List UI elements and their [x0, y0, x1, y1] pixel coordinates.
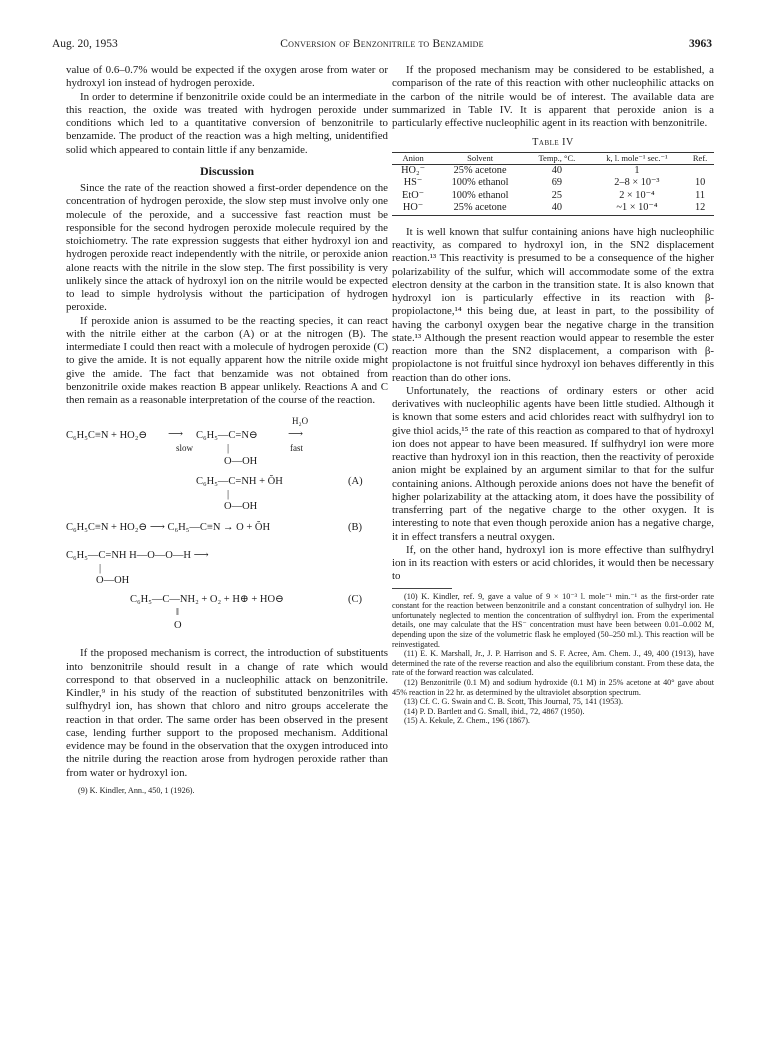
- scheme-a-ooh: O—OH: [224, 456, 258, 468]
- table-cell: HS⁻: [403, 177, 423, 189]
- footnote: (10) K. Kindler, ref. 9, gave a value of 9 × 10⁻³ l. mole⁻¹ min.⁻¹ as the first-order rate constant for the reaction between benzonitrile and a constant concentration of sulhydryl ion. He unfortunately neglected to mention the concentration of sulfhydryl ion. From the experimental details, one may calculate that the HS⁻ concentration must have been between 0.01–0.002 M, depending upon the size of the volumetric flask he employed (50–250 ml.). This reaction will be reinvestigated.: [392, 591, 714, 649]
- scheme-a-fast: fast: [290, 443, 303, 454]
- footnote: (14) P. D. Bartlett and G. Small, ibid., 72, 4867 (1950).: [404, 706, 585, 716]
- table-row: [392, 177, 714, 190]
- table-header: Temp., °C.: [526, 152, 588, 164]
- paragraph: If peroxide anion is assumed to be the reacting species, it can react with the nitrile either at the carbon (A) or at the nitrogen (B). The intermediate I could then react with a molecule of hydrogen peroxide (C) to give the amide. It is not equally apparent how the nitrile oxide might give the amide. The fact that benzamide was not obtained from benzonitrile oxide makes reaction B appear unlikely. Reactions A and C then remain as a reasonable interpretation of the course of the reaction.: [66, 314, 388, 406]
- table-cell: 2–8 × 10⁻³: [614, 177, 660, 189]
- table-cell: ~1 × 10⁻⁴: [588, 202, 687, 215]
- section-heading: Discussion: [199, 163, 255, 178]
- scheme-arrow: ⟶: [168, 429, 184, 441]
- table-cell: 2 × 10⁻⁴: [619, 189, 655, 201]
- scheme-a-intermediate: C₆H₅—C=N⊖: [196, 430, 258, 442]
- footnotes-right: [392, 592, 714, 726]
- table-header: Ref.: [686, 152, 714, 164]
- scheme-a-h2o: H₂O: [292, 416, 309, 427]
- scheme-tag-c: (C): [348, 594, 362, 606]
- table-cell: 25% acetone: [453, 164, 507, 176]
- table-cell: 40: [551, 164, 562, 176]
- left-column: [66, 64, 388, 795]
- scheme-c-top: C₆H₅—C=NH H—O—O—H ⟶: [66, 550, 209, 562]
- scheme-c-product: C₆H₅—C—NH₂ + O₂ + H⊕ + HO⊖: [130, 594, 284, 606]
- paragraph: value of 0.6–0.7% would be expected if the oxygen arose from water or hydroxyl ion instead of hydrogen peroxide.: [66, 64, 388, 90]
- table-cell: 100% ethanol: [451, 177, 509, 189]
- table-cell: 25% acetone: [434, 202, 526, 215]
- paragraph: Since the rate of the reaction showed a first-order dependence on the concentration of hydrogen peroxide, the slow step must involve only one molecule of the peroxide, and a successive fast reaction must be responsible for the second hydrogen peroxide molecule required by the stoichiometry. The rate expression suggests that either hydroxyl ion and hydrogen peroxide react independently with the nitrile, or peroxide anion alone reacts with the nitrile in the slow step. The first possibility is very unlikely since the attack of hydroxyl ion on the nitrile would be expected to lead to simple hydrolysis without the participation of hydrogen peroxide.: [66, 182, 388, 314]
- footnotes-left: [66, 786, 388, 796]
- paragraph: If the proposed mechanism may be considered to be established, a comparison of the rate of this reaction with other nucleophilic attacks on the carbon of the nitrile would be of interest. The available data are summarized in Table IV. It is apparent that peroxide anion is a particularly effective nucleophilic agent in its reaction with benzonitrile.: [392, 64, 714, 129]
- table-cell: 100% ethanol: [451, 189, 509, 201]
- paragraph: In order to determine if benzonitrile oxide could be an intermediate in this reaction, the oxide was treated with hydrogen peroxide under conditions which led to a quantitative conversion of benzonitrile to benzamide. The product of the reaction was a high melting, unidentified solid which appeared to contain little if any benzamide.: [66, 90, 388, 156]
- footnote-rule: [392, 588, 452, 589]
- scheme-a-ooh2: O—OH: [224, 501, 258, 513]
- header-date: Aug. 20, 1953: [52, 38, 118, 50]
- table-cell: 12: [686, 202, 714, 215]
- scheme-bond: ‖: [176, 607, 179, 619]
- scheme-bond: |: [227, 443, 230, 455]
- footnote: (13) Cf. C. G. Swain and C. B. Scott, This Journal, 75, 141 (1953).: [404, 697, 624, 707]
- scheme-a-slow: slow: [176, 443, 194, 454]
- reaction-scheme: [66, 413, 388, 641]
- table-header: k, l. mole⁻¹ sec.⁻¹: [588, 152, 687, 164]
- right-column: [392, 64, 714, 726]
- table-row: [392, 190, 714, 203]
- paragraph: If, on the other hand, hydroxyl ion is more effective than sulfhydryl ion in its reaction with esters or acid chlorides, it would then be necessary to: [392, 543, 714, 583]
- table-cell: 40: [526, 202, 588, 215]
- scheme-a-reactants: C₆H₅C≡N + HO₂⊖: [66, 430, 148, 442]
- header-title: Conversion of Benzonitrile to Benzamide: [280, 38, 484, 50]
- scheme-arrow: ⟶: [288, 429, 304, 441]
- page-number: 3963: [689, 38, 712, 50]
- scheme-tag-a: (A): [348, 476, 363, 488]
- table-header-row: [392, 152, 714, 164]
- table-row: [392, 202, 714, 215]
- table-cell: 11: [695, 189, 706, 201]
- table-cell: 10: [694, 177, 706, 189]
- scheme-c-ooh: O—OH: [96, 575, 130, 587]
- scheme-bond: |: [99, 563, 102, 575]
- table-iv: [392, 152, 714, 216]
- footnote: (12) Benzonitrile (0.1 M) and sodium hydroxide (0.1 M) in 25% acetone at 40° gave about 45% reaction in 22 hr. as determined by the ultraviolet absorption spectrum.: [392, 677, 714, 697]
- paragraph: If the proposed mechanism is correct, the introduction of substituents into benzonitrile should result in a change of rate which would correspond to that observed in a nucleophilic attack on benzonitrile. Kindler,⁹ in his study of the reaction of substituted benzonitriles with sulfhydryl ion, has shown that chloro and nitro groups accelerate the reaction in that order. The same order has been observed in the present case, lending further support to the proposed mechanism. Additional evidence may be found in the observation that the oxygen introduced into the nitrile during the reaction arose from hydrogen peroxide rather than from water or hydroxyl ion.: [66, 647, 388, 779]
- scheme-a-product: C₆H₅—C=NH + ŎH: [196, 476, 283, 488]
- paragraph: It is well known that sulfur containing anions have high nucleophilic reactivity, as compared to hydroxyl ion, in the SN2 displacement reaction.¹³ This reactivity is presumed to be a consequence of the higher polarizability of the sulfur, which will accommodate some of the extra electron density at the carbon in the transition state. It is also known that hydroxyl ion is particularly effective in its reaction with β-propiolactone,¹⁴ this being due, at least in part, to the possibility of having the carbonyl oxygen bear the negative charge in the transition state.¹³ Although the present reaction would appear to resemble the ester reaction more than the SN2 displacement, a comparison with β-propiolactone is not fruitful since hydroxyl ion behaves differently in this reaction than do other ions.: [392, 225, 714, 384]
- table-header: Solvent: [434, 152, 526, 164]
- scheme-b-equation: C₆H₅C≡N + HO₂⊖ ⟶ C₆H₅—C≡N → O + ŎH: [66, 522, 271, 534]
- scheme-c-o: O: [174, 620, 182, 632]
- footnote: (15) A. Kekule, Z. Chem., 196 (1867).: [404, 716, 530, 726]
- footnote: (9) K. Kindler, Ann., 450, 1 (1926).: [78, 785, 195, 795]
- table-cell: 1: [634, 164, 640, 176]
- table-cell: HO⁻: [392, 202, 434, 215]
- table-cell: [686, 164, 714, 177]
- paragraph: Unfortunately, the reactions of ordinary esters or other acid derivatives with nucleophilic agents have been little studied. Although it is known that some esters and acid chlorides react with sulfhydryl ion to give thiol acids,¹⁵ the rate of this reaction as compared to that of hydroxyl ion does not appear to have been measured. If sulfhydryl ion were more reactive than hydroxyl ion in this reaction, then the reactivity of peroxide anion might be explained by an argument similar to that for the sulfur containing anions. Although peroxide anions does not have the benefit of higher polarizability at the attacking atom, it does have the possibility of transferring part of the negative charge to the other oxygen. It is interesting to note that even though peroxide anion has a negative charge, it in effect transfers a neutral oxygen.: [392, 384, 714, 543]
- table-cell: HO₂⁻: [401, 164, 426, 176]
- table-caption: Table IV: [532, 137, 574, 149]
- table-row: [392, 164, 714, 177]
- table-cell: 25: [551, 189, 562, 201]
- table-header: Anion: [392, 152, 434, 164]
- scheme-bond: |: [227, 489, 230, 501]
- scheme-tag-b: (B): [348, 522, 362, 534]
- table-cell: 69: [551, 177, 562, 189]
- page-header: [52, 38, 712, 54]
- footnote: (11) E. K. Marshall, Jr., J. P. Harrison and S. F. Acree, Am. Chem. J., 49, 400 (1913), have determined the rate of the reverse reaction and also the equilibrium constant. From these data, the rate of the forward reaction was calculated.: [392, 649, 714, 678]
- table-cell: EtO⁻: [402, 189, 425, 201]
